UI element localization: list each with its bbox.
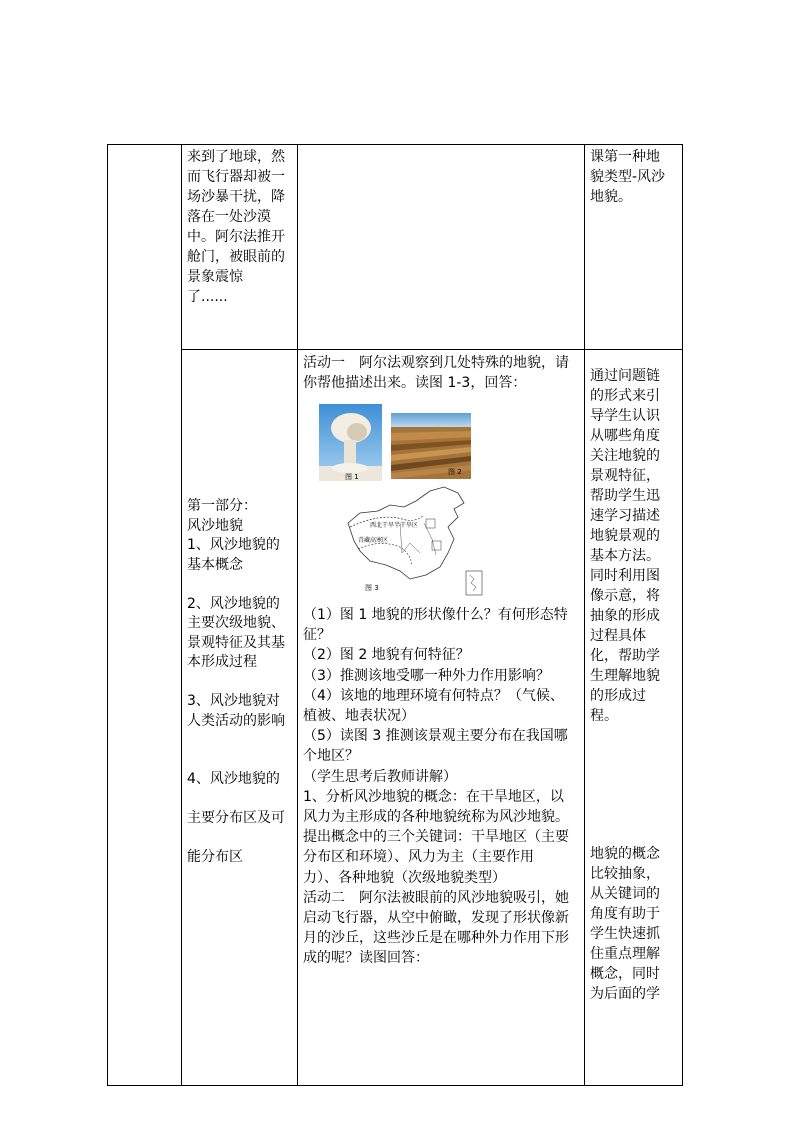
figure-1-rock-photo: [319, 404, 382, 481]
text-line: 化，帮助学: [590, 648, 660, 664]
text-line: 同时利用图: [590, 568, 660, 584]
text-line: 地貌景观的: [590, 528, 660, 544]
text-line: 活动二 阿尔法被眼前的风沙地貌吸引，她: [303, 889, 569, 906]
row1-intent-cell: [590, 147, 665, 207]
column-divider: [584, 145, 585, 1085]
text-line: 提出概念中的三个关键词：干旱地区（主要: [303, 829, 569, 846]
text-line: [187, 751, 285, 771]
text-line: 景观特征及其基: [187, 634, 285, 651]
text-line: 2、风沙地貌的: [187, 595, 280, 612]
text-line: （学生思考后教师讲解）: [303, 768, 457, 785]
figure-3-caption: 图 3: [365, 584, 379, 592]
text-line: 活动一 阿尔法观察到几处特殊的地貌，请: [303, 355, 569, 371]
text-line: 过程具体: [590, 628, 646, 644]
text-line: 个地区？: [303, 748, 359, 765]
text-line: 分布区和环境）、风力为主（主要作用: [303, 849, 534, 866]
text-line: 而飞行器却被一: [187, 169, 285, 185]
text-line: 中。阿尔法推开: [187, 229, 285, 245]
text-line: 植被、地表状况）: [303, 708, 415, 725]
column-divider: [297, 145, 298, 1085]
activity-one-intro: [303, 353, 569, 393]
text-line: 生理解地貌: [590, 668, 660, 684]
text-line: 通过问题链: [590, 368, 660, 384]
text-line: 来到了地球，然: [187, 149, 285, 165]
text-line: 场沙暴干扰，降: [187, 189, 285, 205]
text-line: [187, 575, 285, 595]
text-line: 貌类型-风沙: [590, 169, 666, 185]
text-line: 落在一处沙漠: [187, 209, 271, 225]
text-line: 人类活动的影响: [187, 712, 285, 729]
text-line: 1、分析风沙地貌的概念：在干旱地区，以: [303, 788, 564, 805]
text-line: 风沙地貌: [187, 517, 243, 534]
text-line: 导学生认识: [590, 408, 660, 424]
text-line: 为后面的学: [590, 986, 660, 1002]
text-line: 学生快速抓: [590, 926, 660, 942]
text-line: （5）读图 3 推测该景观主要分布在我国哪: [303, 728, 568, 745]
text-line: 速学习描述: [590, 508, 660, 524]
text-line: 抽象的形成: [590, 608, 660, 624]
text-line: 住重点理解: [590, 946, 660, 962]
text-line: 帮助学生迅: [590, 488, 660, 504]
text-line: 比较抽象，: [590, 866, 660, 882]
text-line: （1）图 1 地貌的形状像什么？有何形态特: [303, 607, 568, 623]
text-line: 从关键词的: [590, 886, 660, 902]
text-line: 像示意，将: [590, 588, 660, 604]
text-line: （2）图 2 地貌有何特征？: [303, 647, 470, 664]
text-line: 力）、各种地貌（次级地貌类型）: [303, 869, 506, 886]
text-line: 程。: [590, 708, 618, 724]
text-line: 征？: [303, 627, 331, 644]
row1-story-cell: [187, 147, 285, 307]
text-line: 能分布区: [187, 849, 243, 865]
text-line: [187, 731, 285, 751]
text-line: [187, 829, 285, 849]
row-divider: [181, 349, 682, 350]
figure-2-caption: 图 2: [448, 468, 462, 476]
text-line: （4）该地的地理环境有何特点？（气候、: [303, 687, 564, 704]
text-line: （3）推测该地受哪一种外力作用影响？: [303, 667, 550, 684]
design-intent-b: [590, 844, 660, 1004]
text-line: 景象震惊: [187, 269, 243, 285]
text-line: 课第一种地: [590, 149, 660, 165]
text-line: 概念，同时: [590, 966, 660, 982]
text-line: 基本概念: [187, 556, 243, 573]
text-line: 的形成过: [590, 688, 646, 704]
text-line: 地貌的概念: [590, 846, 660, 862]
map-label-arid-region: 西北干旱半干旱区: [370, 522, 419, 529]
text-line: 从哪些角度: [590, 428, 660, 444]
text-line: 第一部分：: [187, 498, 257, 514]
text-line: 关注地貌的: [590, 448, 660, 464]
text-line: 你帮他描述出来。读图 1-3，回答：: [303, 375, 527, 391]
text-line: 角度有助于: [590, 906, 660, 922]
activity-questions: [303, 605, 569, 969]
text-line: 基本方法。: [590, 548, 660, 564]
text-line: 启动飞行器，从空中俯瞰，发现了形状像新: [303, 910, 569, 927]
text-line: 4、风沙地貌的: [187, 771, 280, 787]
text-line: 月的沙丘，这些沙丘是在哪种外力作用下形: [303, 930, 569, 947]
text-line: 风力为主形成的各种地貌统称为风沙地貌。: [303, 809, 569, 826]
text-line: 地貌。: [590, 189, 632, 205]
design-intent-a: [590, 366, 660, 726]
figure-1-caption: 图 1: [345, 473, 359, 481]
text-line: 的形式来引: [590, 388, 660, 404]
text-line: [187, 790, 285, 810]
text-line: 舱门，被眼前的: [187, 249, 285, 265]
text-line: 主要分布区及可: [187, 810, 285, 826]
text-line: 本形成过程: [187, 654, 257, 670]
column-divider: [181, 145, 182, 1085]
text-line: 3、风沙地貌对: [187, 693, 280, 709]
text-line: 了......: [187, 289, 228, 305]
row2-outline-cell: [187, 497, 285, 868]
text-line: 1、风沙地貌的: [187, 537, 280, 553]
text-line: 主要次级地貌、: [187, 615, 285, 631]
text-line: 景观特征，: [590, 468, 660, 484]
text-line: [187, 673, 285, 693]
text-line: 成的呢？读图回答：: [303, 950, 429, 967]
map-label-alpine-region: 青藏高寒区: [358, 537, 389, 544]
